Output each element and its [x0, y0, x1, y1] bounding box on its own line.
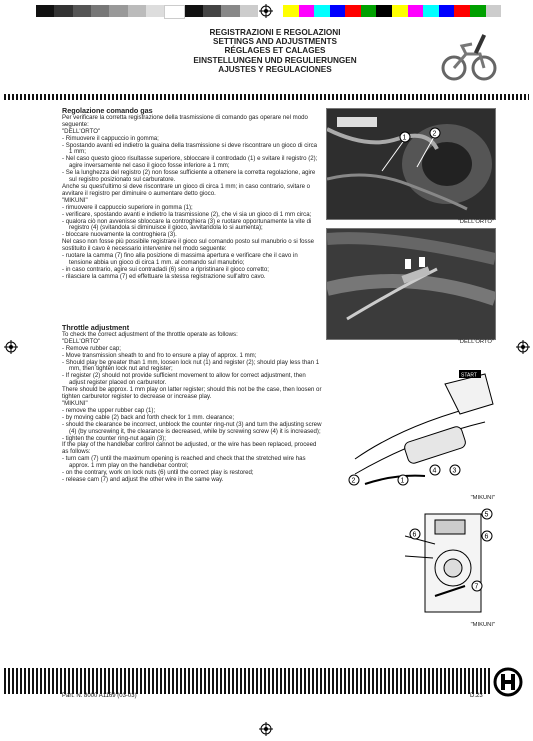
- callout-6: 6: [412, 531, 417, 539]
- part-number: Part. N. 8000 A1169 (03-03): [62, 693, 137, 699]
- registration-mark-icon: [259, 722, 273, 736]
- callout-3: 3: [452, 467, 457, 475]
- footer-barcode: [4, 668, 492, 694]
- figure-mikuni-handlebar: [345, 364, 495, 494]
- italian-step: - Spostando avanti ed indietro la guaina della trasmissione si deve riscontrare un gioco di circa 1 mm;: [62, 141, 318, 156]
- header-title-it: REGISTRAZIONI E REGOLAZIONI: [209, 28, 341, 37]
- italian-step: - ruotare la camma (7) fino alla posizione di massima apertura e verificare che il cavo in tensione abbia un gioco di circa 1 mm. al comando sul manubrio;: [62, 252, 298, 266]
- header-title-fr: RÉGLAGES ET CALAGES: [224, 46, 326, 56]
- handlebar-line-drawing: [345, 364, 495, 494]
- header-title-es: AJUSTES Y REGULACIONES: [218, 64, 332, 74]
- carburetor-line-drawing: [405, 506, 495, 620]
- callout-1: 1: [402, 134, 407, 142]
- italian-step: - rilasciare la camma (7) ed effettuare la stessa registrazione sull'altro cavo.: [62, 272, 266, 280]
- english-note-2: If the play of the handlebar control cannot be adjusted, or the wire has been replaced, proceed as follows:: [62, 441, 317, 456]
- english-dellorto-label: "DELL'ORTO": [62, 337, 101, 345]
- registration-mark-icon: [4, 340, 18, 354]
- header-divider: [4, 94, 529, 100]
- grayscale-strip: [36, 5, 258, 17]
- english-step: - turn cam (7) until the maximum opening is reached and check that the stretched wire has approx. 1 mm play on the handlebar control;: [62, 455, 306, 470]
- header-title-de: EINSTELLUNGEN UND REGULIERUNGEN: [193, 55, 357, 65]
- italian-step: - Nel caso questo gioco risultasse superiore, sbloccare il controdado (1) e svitare il registro (2); agire inversamente nel caso il gioco fosse inferiore a 1 mm;: [62, 155, 318, 170]
- english-step: - remove the upper rubber cap (1);: [62, 406, 156, 414]
- figure-caption: "DELL'ORTO": [457, 339, 494, 345]
- italian-step: - bloccare nuovamente la controghiera (3).: [62, 231, 177, 239]
- italian-step: - qualora ciò non avvenisse sbloccare la controghiera (3) e ruotare opportunamente la vite di registro (4) (svitandola si diminuisce il gioco, avvitandola lo si aumenta);: [62, 217, 312, 232]
- carburetor-photo-illustration: [327, 109, 495, 219]
- english-step: - If register (2) should not provide sufficient movement to allow for correct adjustment, then adjust register placed on carburetor.: [62, 372, 306, 387]
- callout-2: 2: [432, 130, 437, 138]
- figure-mikuni-carburetor: [405, 506, 495, 620]
- page-header-titles: [140, 28, 410, 74]
- header-title-en: SETTINGS AND ADJUSTMENTS: [212, 37, 338, 47]
- registration-mark-icon: [259, 4, 273, 18]
- callout-1: 1: [400, 477, 405, 485]
- italian-step: - Rimuovere il cappuccio in gomma;: [62, 134, 159, 142]
- italian-step: - verificare, spostando avanti e indietro la trasmissione (2), che vi sia un gioco di 1 mm circa;: [62, 210, 312, 218]
- english-step: - tighten the counter ring-nut again (3);: [62, 434, 166, 442]
- callout-2: 2: [351, 477, 356, 485]
- start-badge: START: [461, 372, 477, 379]
- english-step: - Should play be greater than 1 mm, loosen lock nut (1) and register (2); should play less than 1 mm, then tighten lock nut and register;: [62, 358, 320, 373]
- italian-heading: Regolazione comando gas: [62, 106, 153, 115]
- figure-caption: "MIKUNI": [470, 495, 495, 501]
- page-number: D.23: [470, 693, 483, 699]
- italian-step: - Se la lunghezza del registro (2) non fosse sufficiente a ottenere la corretta regolazione, agire sul registro posizionato sul carburatore.: [62, 169, 316, 184]
- english-note: There should be approx. 1 mm play on latter register; should this not be the case, then loosen or tighten carburetor register to decrease or increase play.: [62, 386, 322, 401]
- figure-caption: "DELL'ORTO": [457, 219, 494, 225]
- callout-7: 7: [474, 583, 479, 591]
- figure-dellorto-1: [326, 108, 496, 220]
- motorcycle-wrench-icon: [440, 30, 498, 82]
- callout-5: 5: [484, 511, 489, 519]
- callout-6: 6: [484, 533, 489, 541]
- italian-note: Anche su quest'ultimo si deve riscontrare un gioco di circa 1 mm; in caso contrario, svitare o avvitare il registro per diminuire o aumentare detto gioco.: [62, 182, 311, 197]
- callout-4: 4: [432, 467, 437, 475]
- english-step: - Move transmission sheath to and fro to ensure a play of approx. 1 mm;: [62, 351, 257, 359]
- english-step: - should the clearance be incorrect, unblock the counter ring-nut (3) and turn the adjusting screw (4) (by unscrewing it, the clearance is decreased, while by screwing screw (4) it is increased);: [62, 420, 322, 435]
- italian-mikuni-label: "MIKUNI": [62, 196, 88, 204]
- registration-mark-icon: [516, 340, 530, 354]
- english-step: - release cam (7) and adjust the other wire in the same way.: [62, 475, 224, 483]
- english-step: - Remove rubber cap;: [62, 344, 121, 352]
- english-mikuni-label: "MIKUNI": [62, 399, 88, 407]
- figure-dellorto-2: [326, 228, 496, 340]
- figure-caption: "MIKUNI": [470, 622, 495, 628]
- english-step: - by moving cable (2) back and forth check for 1 mm. clearance;: [62, 413, 235, 421]
- english-intro: To check the correct adjustment of the throttle operate as follows:: [62, 330, 238, 338]
- italian-section: [62, 108, 322, 281]
- italian-note-2: Nel caso non fosse più possibile registrare il gioco sul comando posto sul manubrio o si fosse sostituito il cavo è necessario intervenire nel modo seguente:: [62, 238, 315, 253]
- italian-intro: Per verificare la corretta registrazione della trasmissione di comando gas operare nel modo seguente:: [62, 113, 308, 128]
- husqvarna-logo-icon: [493, 667, 523, 697]
- english-step: - on the contrary, work on lock nuts (6) until the correct play is restored;: [62, 469, 254, 477]
- color-registration-strip: [283, 5, 501, 17]
- italian-dellorto-label: "DELL'ORTO": [62, 127, 101, 135]
- english-heading: Throttle adjustment: [62, 323, 130, 332]
- italian-step: - rimuovere il cappuccio superiore in gomma (1);: [62, 203, 193, 211]
- italian-step: - in caso contrario, agire sui contradadi (6) sino a ripristinare il gioco corretto;: [62, 265, 269, 273]
- english-section: [62, 325, 322, 484]
- cable-photo-illustration: [327, 229, 495, 339]
